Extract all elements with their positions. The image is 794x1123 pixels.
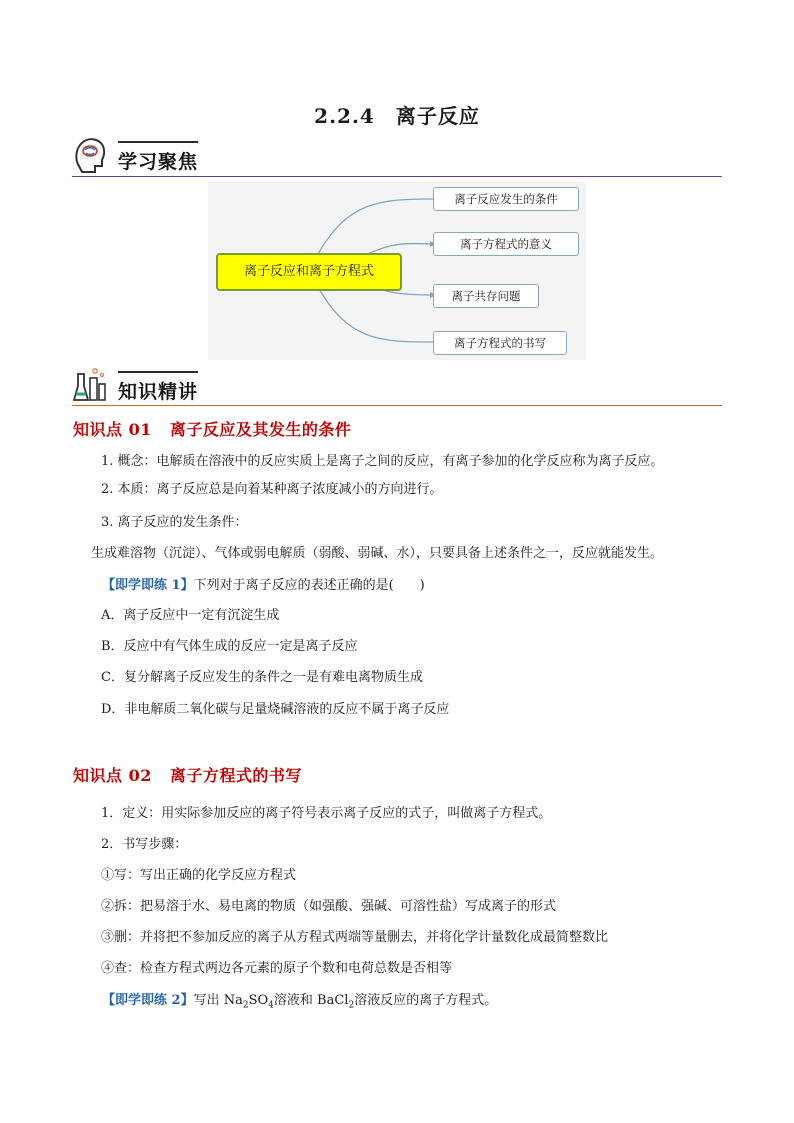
question-text-middle: 溶液和 [273, 993, 318, 1008]
section-title-focus: 学习聚焦 [118, 151, 199, 173]
knowledge-point-heading [73, 763, 302, 786]
section-divider [72, 176, 722, 177]
formula-subscript: 2 [348, 1000, 355, 1011]
option-c: C．复分解离子反应发生的条件之一是有难电离物质生成 [101, 670, 423, 685]
formula-part: Na [223, 993, 243, 1008]
knowledge-point-title: 离子方程式的书写 [169, 766, 302, 785]
knowledge-point-title: 离子反应及其发生的条件 [169, 420, 352, 439]
section-divider [72, 405, 722, 406]
mind-map-branch-node: 离子反应发生的条件 [433, 187, 579, 211]
step-delete: ③删：并将把不参加反应的离子从方程式两端等量删去，并将化学计量数化成最简整数比 [101, 930, 609, 945]
formula-part: BaCl [317, 993, 349, 1008]
condition-text: 生成难溶物（沉淀）、气体或弱电解质（弱酸、弱碱、水），只要具备上述条件之一，反应就能发生。 [91, 546, 664, 561]
practice-tag: 【即学即练 1】 [102, 578, 194, 593]
section-overline [118, 371, 198, 373]
definition-text: 1．定义：用实际参加反应的离子符号表示离子反应的式子，叫做离子方程式。 [101, 806, 552, 821]
step-write: ①写：写出正确的化学反应方程式 [101, 868, 297, 883]
lab-flask-icon [73, 366, 107, 404]
knowledge-point-number: 知识点 01 [73, 420, 152, 439]
steps-heading: 2．书写步骤： [101, 837, 188, 852]
formula-subscript: 2 [242, 1000, 249, 1011]
knowledge-point-number: 知识点 02 [73, 766, 152, 785]
step-split: ②拆：把易溶于水、易电离的物质（如强酸、强碱、可溶性盐）写成离子的形式 [101, 899, 557, 914]
formula-na2so4 [223, 993, 274, 1011]
option-a: A．离子反应中一定有沉淀生成 [101, 608, 280, 623]
option-d: D．非电解质二氧化碳与足量烧碱溶液的反应不属于离子反应 [101, 702, 450, 717]
practice-question [102, 574, 425, 593]
head-brain-icon [73, 136, 107, 174]
mind-map-center-node: 离子反应和离子方程式 [216, 253, 402, 291]
concept-text: 1. 概念：电解质在溶液中的反应实质上是离子之间的反应，有离子参加的化学反应称为离子反应。 [101, 454, 664, 469]
mind-map-branch-node: 离子方程式的意义 [433, 232, 579, 256]
mind-map-branch-node: 离子共存问题 [433, 284, 539, 308]
formula-part: SO [248, 993, 269, 1008]
formula-bacl2 [317, 993, 355, 1011]
knowledge-point-heading [73, 417, 351, 440]
option-b: B．反应中有气体生成的反应一定是离子反应 [101, 639, 358, 654]
question-text-prefix: 写出 [193, 993, 224, 1008]
formula-subscript: 4 [268, 1000, 274, 1011]
practice-question [102, 989, 497, 1011]
question-text: 下列对于离子反应的表述正确的是( ) [193, 578, 425, 593]
section-overline [118, 141, 198, 143]
practice-tag: 【即学即练 2】 [102, 993, 194, 1008]
section-title-knowledge: 知识精讲 [118, 381, 199, 403]
mind-map-branch-node: 离子方程式的书写 [433, 331, 567, 355]
step-check: ④查：检查方程式两边各元素的原子个数和电荷总数是否相等 [101, 961, 453, 976]
page-title: 2.2.4 离子反应 [314, 104, 480, 128]
question-text-suffix: 溶液反应的离子方程式。 [354, 993, 498, 1008]
essence-text: 2. 本质：离子反应总是向着某种离子浓度减小的方向进行。 [101, 482, 443, 497]
condition-heading: 3. 离子反应的发生条件： [101, 515, 248, 530]
